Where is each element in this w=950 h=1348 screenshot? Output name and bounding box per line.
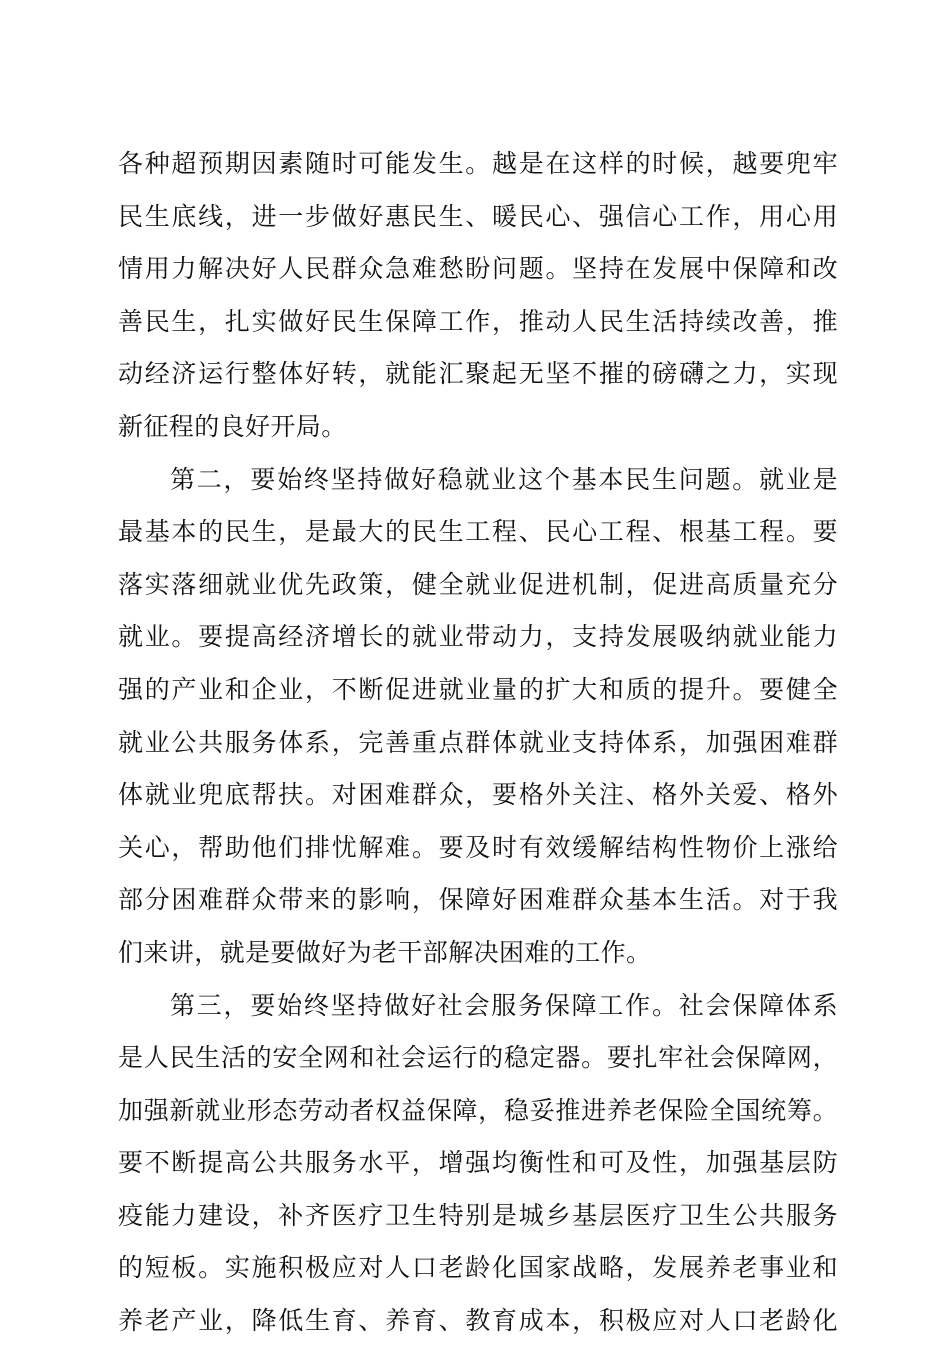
text-line: 善民生，扎实做好民生保障工作，推动人民生活持续改善，推	[118, 306, 838, 336]
text-line: 第三，要始终坚持做好社会服务保障工作。社会保障体系	[170, 990, 838, 1020]
text-line: 的短板。实施积极应对人口老龄化国家战略，发展养老事业和	[118, 1253, 838, 1283]
text-line: 体就业兜底帮扶。对困难群众，要格外关注、格外关爱、格外	[118, 780, 838, 810]
text-line: 落实落细就业优先政策，健全就业促进机制，促进高质量充分	[118, 569, 838, 599]
document-body	[118, 138, 838, 1348]
text-line: 强的产业和企业，不断促进就业量的扩大和质的提升。要健全	[118, 674, 838, 704]
text-line: 民生底线，进一步做好惠民生、暖民心、强信心工作，用心用	[118, 201, 838, 231]
paragraph-employment	[118, 454, 838, 980]
text-line: 是人民生活的安全网和社会运行的稳定器。要扎牢社会保障网，	[118, 1043, 838, 1073]
paragraph-social-services	[118, 980, 838, 1348]
paragraph-livelihood-bottom-line	[118, 138, 838, 454]
text-line: 就业。要提高经济增长的就业带动力，支持发展吸纳就业能力	[118, 622, 838, 652]
text-line: 养老产业，降低生育、养育、教育成本，积极应对人口老龄化	[118, 1306, 838, 1336]
text-line: 最基本的民生，是最大的民生工程、民心工程、根基工程。要	[118, 517, 838, 547]
text-line: 部分困难群众带来的影响，保障好困难群众基本生活。对于我	[118, 885, 838, 915]
text-line: 要不断提高公共服务水平，增强均衡性和可及性，加强基层防	[118, 1148, 838, 1178]
text-line: 新征程的良好开局。	[118, 411, 347, 441]
text-line: 各种超预期因素随时可能发生。越是在这样的时候，越要兜牢	[118, 149, 838, 178]
text-line: 第二，要始终坚持做好稳就业这个基本民生问题。就业是	[170, 464, 838, 494]
text-line: 们来讲，就是要做好为老干部解决困难的工作。	[118, 937, 652, 967]
text-line: 就业公共服务体系，完善重点群体就业支持体系，加强困难群	[118, 727, 838, 757]
text-line: 动经济运行整体好转，就能汇聚起无坚不摧的磅礴之力，实现	[118, 359, 838, 389]
text-line: 疫能力建设，补齐医疗卫生特别是城乡基层医疗卫生公共服务	[118, 1200, 838, 1230]
text-line: 情用力解决好人民群众急难愁盼问题。坚持在发展中保障和改	[118, 254, 838, 284]
text-line: 关心，帮助他们排忧解难。要及时有效缓解结构性物价上涨给	[118, 832, 838, 862]
text-line: 加强新就业形态劳动者权益保障，稳妥推进养老保险全国统筹。	[118, 1095, 838, 1125]
